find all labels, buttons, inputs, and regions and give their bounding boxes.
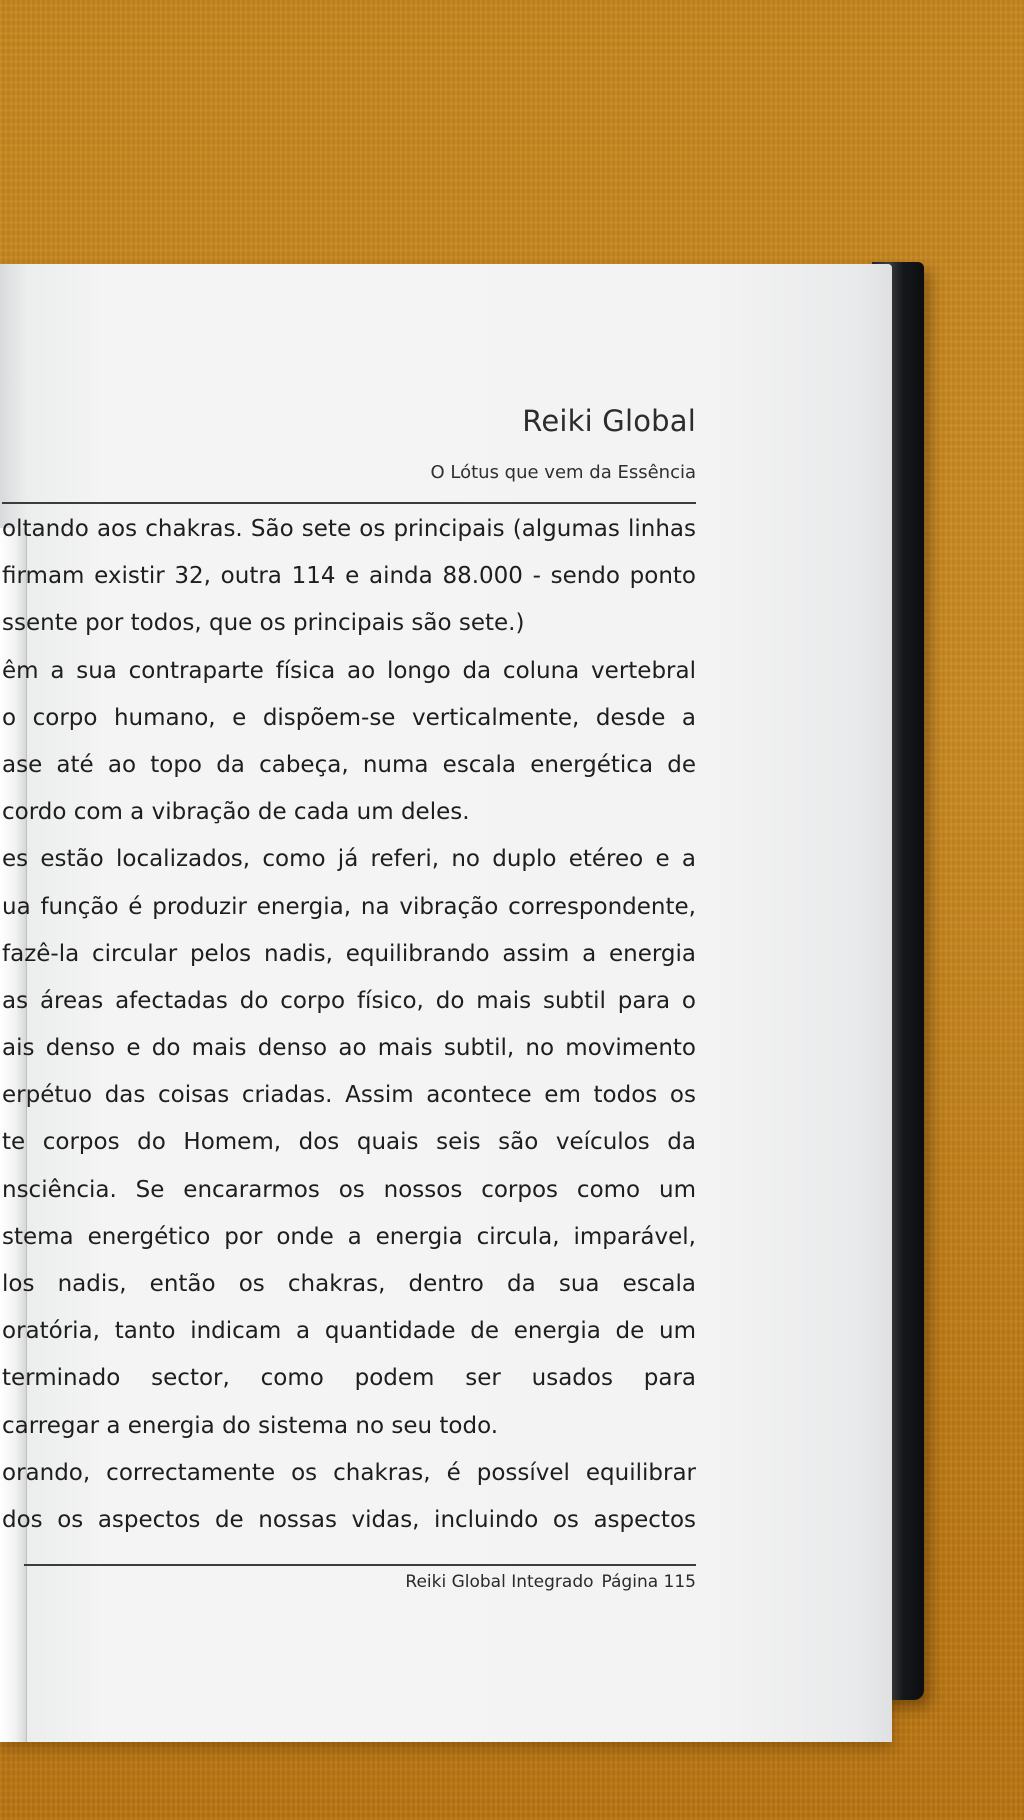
text-line: oratória, tanto indicam a quantidade de energia de um xyxy=(2,1318,696,1345)
text-line: erpétuo das coisas criadas. Assim acontece em todos os xyxy=(2,1082,696,1109)
text-line: fazê-la circular pelos nadis, equilibrando assim a energia xyxy=(2,940,696,967)
text-line: carregar a energia do sistema no seu todo. xyxy=(2,1412,499,1439)
header-subtitle: O Lótus que vem da Essência xyxy=(430,462,696,483)
header-title: Reiki Global xyxy=(522,404,696,438)
text-line: êm a sua contraparte física ao longo da coluna vertebral xyxy=(2,657,696,684)
book-page xyxy=(0,264,892,1742)
text-line: nsciência. Se encararmos os nossos corpos como um xyxy=(2,1176,696,1203)
body-text xyxy=(2,506,696,1544)
text-line: terminado sector, como podem ser usados para xyxy=(2,1365,696,1392)
footer-book-title: Reiki Global Integrado xyxy=(405,1572,594,1592)
text-line: ais denso e do mais denso ao mais subtil, no movimento xyxy=(2,1035,696,1062)
text-line: ssente por todos, que os principais são sete.) xyxy=(2,610,525,637)
text-line: dos os aspectos de nossas vidas, incluindo os aspectos xyxy=(2,1506,696,1533)
text-line: as áreas afectadas do corpo físico, do mais subtil para o xyxy=(2,987,696,1014)
text-line: oltando aos chakras. São sete os principais (algumas linhas xyxy=(2,516,696,542)
text-line: los nadis, então os chakras, dentro da sua escala xyxy=(2,1271,696,1297)
text-line: cordo com a vibração de cada um deles. xyxy=(2,799,470,826)
body-block xyxy=(0,264,696,1564)
text-line: te corpos do Homem, dos quais seis são veículos da xyxy=(2,1129,696,1156)
text-line: firmam existir 32, outra 114 e ainda 88.000 - sendo ponto xyxy=(2,563,696,590)
text-line: es estão localizados, como já referi, no duplo etéreo e a xyxy=(2,846,696,873)
text-line: orando, correctamente os chakras, é possível equilibrar xyxy=(2,1459,696,1486)
text-line: stema energético por onde a energia circula, imparável, xyxy=(2,1223,696,1250)
footer-rule xyxy=(24,1564,696,1566)
text-line: ua função é produzir energia, na vibração correspondente, xyxy=(2,893,696,920)
text-line: o corpo humano, e dispõem-se verticalmente, desde a xyxy=(2,704,696,731)
footer-page-number: Página 115 xyxy=(601,1572,696,1592)
text-line: ase até ao topo da cabeça, numa escala energética de xyxy=(2,751,696,778)
running-footer xyxy=(405,1572,696,1592)
header-rule xyxy=(2,502,696,504)
